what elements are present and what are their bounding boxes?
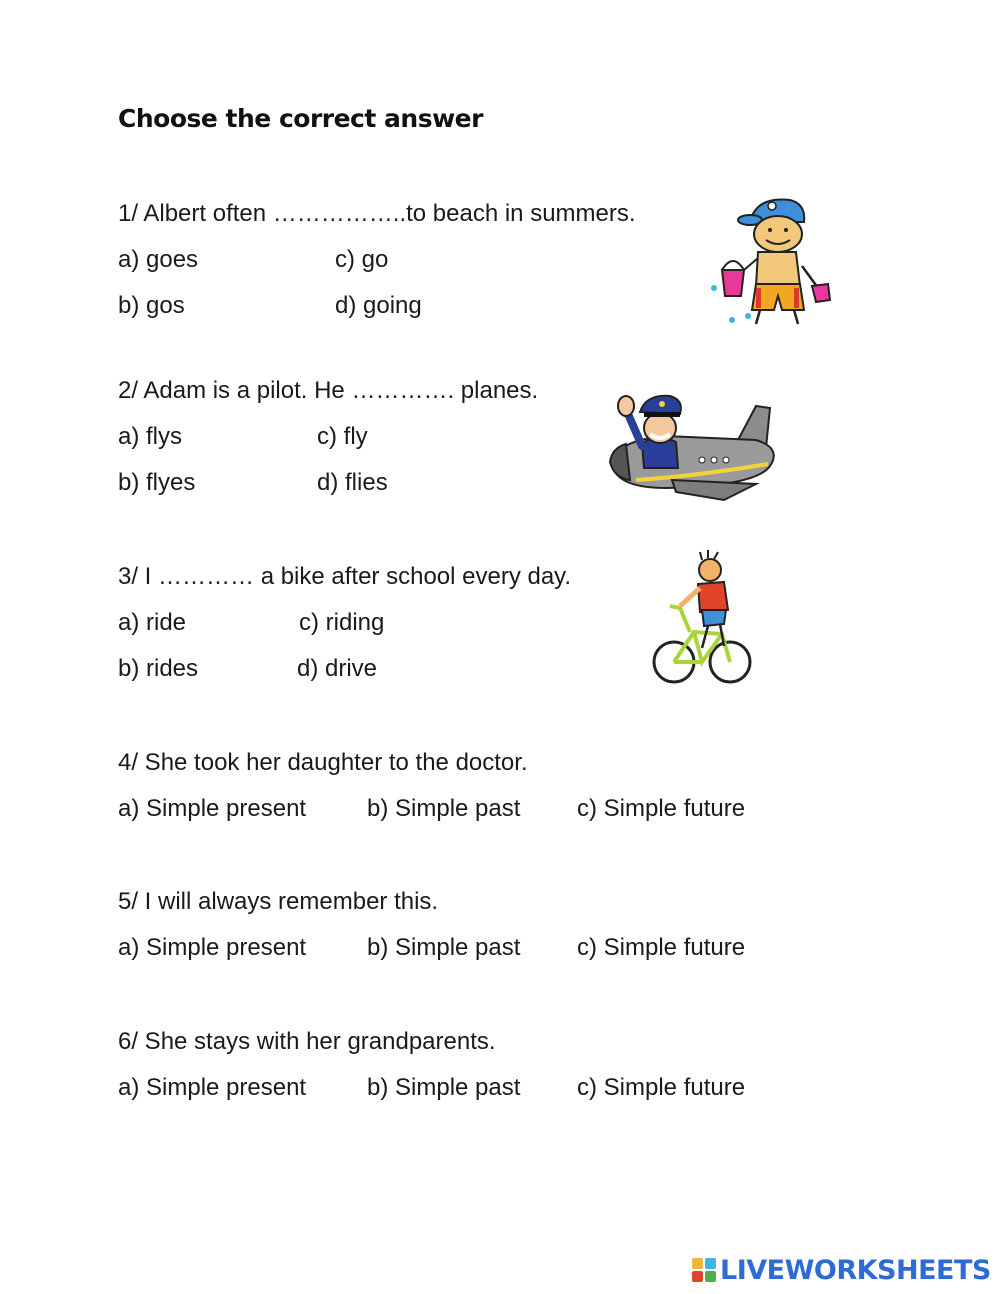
question-3: 3/ I ………… a bike after school every day. (118, 563, 572, 590)
option-4a[interactable]: a) Simple present (118, 795, 307, 822)
option-6c[interactable]: c) Simple future (577, 1074, 746, 1101)
option-5b[interactable]: b) Simple past (367, 934, 521, 961)
question-6: 6/ She stays with her grandparents. (118, 1028, 496, 1055)
option-5a[interactable]: a) Simple present (118, 934, 307, 961)
option-1a[interactable]: a) goes (118, 246, 199, 273)
option-2d[interactable]: d) flies (317, 469, 388, 496)
option-2a[interactable]: a) flys (118, 423, 183, 450)
question-4: 4/ She took her daughter to the doctor. (118, 749, 528, 776)
pilot-plane-icon (606, 384, 784, 504)
option-6a[interactable]: a) Simple present (118, 1074, 307, 1101)
brand-name: LIVEWORKSHEETS (720, 1254, 991, 1286)
option-1d[interactable]: d) going (335, 292, 422, 319)
option-3c[interactable]: c) riding (299, 609, 385, 636)
logo-grid-icon (692, 1258, 716, 1282)
child-beach-icon (706, 192, 838, 330)
question-2: 2/ Adam is a pilot. He …………. planes. (118, 377, 539, 404)
liveworksheets-logo[interactable] (692, 1253, 991, 1287)
option-1c[interactable]: c) go (335, 246, 389, 273)
option-3a[interactable]: a) ride (118, 609, 187, 636)
option-6b[interactable]: b) Simple past (367, 1074, 521, 1101)
question-1: 1/ Albert often ……………..to beach in summers. (118, 200, 636, 227)
option-1b[interactable]: b) gos (118, 292, 185, 319)
option-3d[interactable]: d) drive (297, 655, 378, 682)
option-2c[interactable]: c) fly (317, 423, 368, 450)
page-title: Choose the correct answer (118, 104, 483, 133)
option-3b[interactable]: b) rides (118, 655, 199, 682)
option-5c[interactable]: c) Simple future (577, 934, 746, 961)
option-4b[interactable]: b) Simple past (367, 795, 521, 822)
option-2b[interactable]: b) flyes (118, 469, 196, 496)
child-bike-icon (650, 548, 756, 696)
option-4c[interactable]: c) Simple future (577, 795, 746, 822)
question-5: 5/ I will always remember this. (118, 888, 439, 915)
